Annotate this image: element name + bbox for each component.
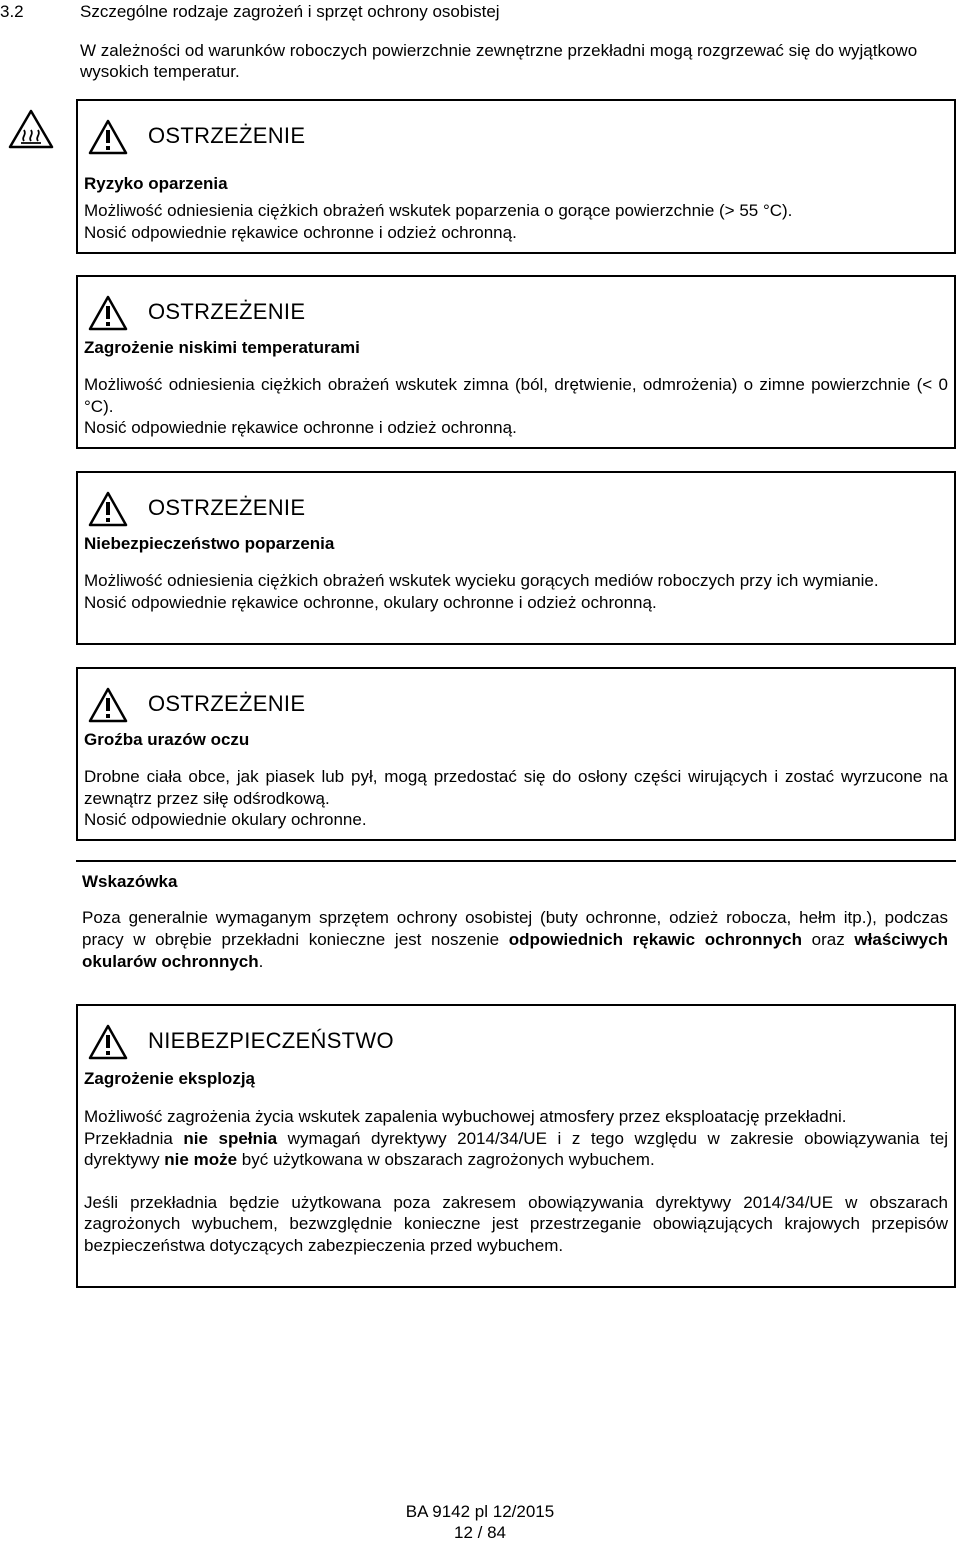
danger-signal-word: NIEBEZPIECZEŃSTWO bbox=[148, 1028, 394, 1053]
warning-instruction: Nosić odpowiednie rękawice ochronne i odzież ochronną. bbox=[84, 418, 517, 437]
warning-body bbox=[84, 374, 948, 439]
note-emphasis: właściwych okularów ochronnych bbox=[82, 930, 948, 971]
warning-subtitle: Groźba urazów oczu bbox=[84, 730, 250, 749]
section-number: 3.2 bbox=[0, 2, 24, 21]
warning-text: Możliwość odniesienia ciężkich obrażeń wskutek zimna (ból, drętwienie, odmrożenia) o zimne powierzchnie (< 0 °C). bbox=[84, 375, 948, 416]
hot-surface-warning-icon bbox=[8, 109, 54, 149]
warning-instruction: Nosić odpowiednie okulary ochronne. bbox=[84, 810, 367, 829]
danger-emphasis: nie może bbox=[164, 1150, 238, 1169]
danger-emphasis: nie spełnia bbox=[183, 1128, 278, 1148]
exclamation-triangle-icon bbox=[88, 1024, 128, 1060]
note-title: Wskazówka bbox=[82, 872, 178, 891]
warning-subtitle: Niebezpieczeństwo poparzenia bbox=[84, 534, 335, 553]
danger-box-explosion bbox=[76, 1004, 956, 1288]
note-text: Poza generalnie wymaganym sprzętem ochrony osobistej (buty ochronne, odzież robocza, hełm itp.), podczas pracy w obrębie przekładni konieczne jest noszenie bbox=[82, 908, 948, 949]
warning-text: Drobne ciała obce, jak piasek lub pył, mogą przedostać się do osłony części wirujących i zostać wyrzucone na zewnątrz przez siłę odśrodkową. bbox=[84, 767, 948, 808]
footer-doc-id: BA 9142 pl 12/2015 bbox=[405, 1502, 555, 1521]
warning-subtitle: Zagrożenie niskimi temperaturami bbox=[84, 338, 360, 357]
exclamation-triangle-icon bbox=[88, 295, 128, 331]
note-divider bbox=[76, 860, 956, 862]
warning-box-eye-injury bbox=[76, 667, 956, 841]
section-title: Szczególne rodzaje zagrożeń i sprzęt ochrony osobistej bbox=[80, 2, 500, 21]
warning-text: Możliwość odniesienia ciężkich obrażeń wskutek wycieku gorących mediów roboczych przy ich wymianie. bbox=[84, 571, 879, 590]
warning-instruction: Nosić odpowiednie rękawice ochronne i odzież ochronną. bbox=[84, 222, 517, 242]
danger-text-part: Przekładnia bbox=[84, 1128, 184, 1148]
danger-subtitle: Zagrożenie eksplozją bbox=[84, 1069, 255, 1088]
note-emphasis: odpowiednich rękawic ochronnych bbox=[508, 930, 803, 949]
warning-signal-word: OSTRZEŻENIE bbox=[148, 123, 306, 148]
note-body bbox=[82, 907, 948, 973]
warning-text: Możliwość odniesienia ciężkich obrażeń wskutek poparzenia o gorące powierzchnie (> 55 °C). bbox=[84, 201, 793, 220]
warning-subtitle: Ryzyko oparzenia bbox=[84, 174, 228, 193]
danger-text-part: być użytkowana w obszarach zagrożonych wybuchem. bbox=[237, 1150, 655, 1169]
warning-body bbox=[84, 766, 948, 831]
note-text: oraz bbox=[802, 930, 855, 949]
danger-body bbox=[84, 1106, 948, 1256]
footer-page-number: 12 / 84 bbox=[454, 1523, 506, 1542]
warning-body bbox=[84, 570, 948, 613]
warning-box-hot-media bbox=[76, 471, 956, 645]
warning-box-cold bbox=[76, 275, 956, 449]
section-intro: W zależności od warunków roboczych powierzchnie zewnętrzne przekładni mogą rozgrzewać się do wyjątkowo wysokich temperatur. bbox=[80, 41, 918, 81]
exclamation-triangle-icon bbox=[88, 687, 128, 723]
danger-text-part: wymagań dyrektywy 2014/34/UE i z tego względu w zakresie obowiązywania tej dyrektywy bbox=[84, 1128, 948, 1169]
danger-text bbox=[84, 1128, 948, 1171]
danger-text: Możliwość zagrożenia życia wskutek zapalenia wybuchowej atmosfery przez eksploatację przekładni. bbox=[84, 1107, 847, 1126]
warning-box-burn bbox=[76, 99, 956, 254]
warning-signal-word: OSTRZEŻENIE bbox=[148, 691, 306, 716]
warning-instruction: Nosić odpowiednie rękawice ochronne, okulary ochronne i odzież ochronną. bbox=[84, 592, 657, 612]
note-text: . bbox=[258, 952, 264, 971]
warning-signal-word: OSTRZEŻENIE bbox=[148, 299, 306, 324]
warning-signal-word: OSTRZEŻENIE bbox=[148, 495, 306, 520]
warning-body bbox=[84, 200, 948, 243]
exclamation-triangle-icon bbox=[88, 119, 128, 155]
exclamation-triangle-icon bbox=[88, 491, 128, 527]
danger-text: Jeśli przekładnia będzie użytkowana poza zakresem obowiązywania dyrektywy 2014/34/UE w obszarach zagrożonych wybuchem, bezwzględnie konieczne jest przestrzeganie obowiązujących krajowych przepisów bezpieczeństwa dotyczących zabezpieczenia przed wybuchem. bbox=[84, 1192, 948, 1255]
